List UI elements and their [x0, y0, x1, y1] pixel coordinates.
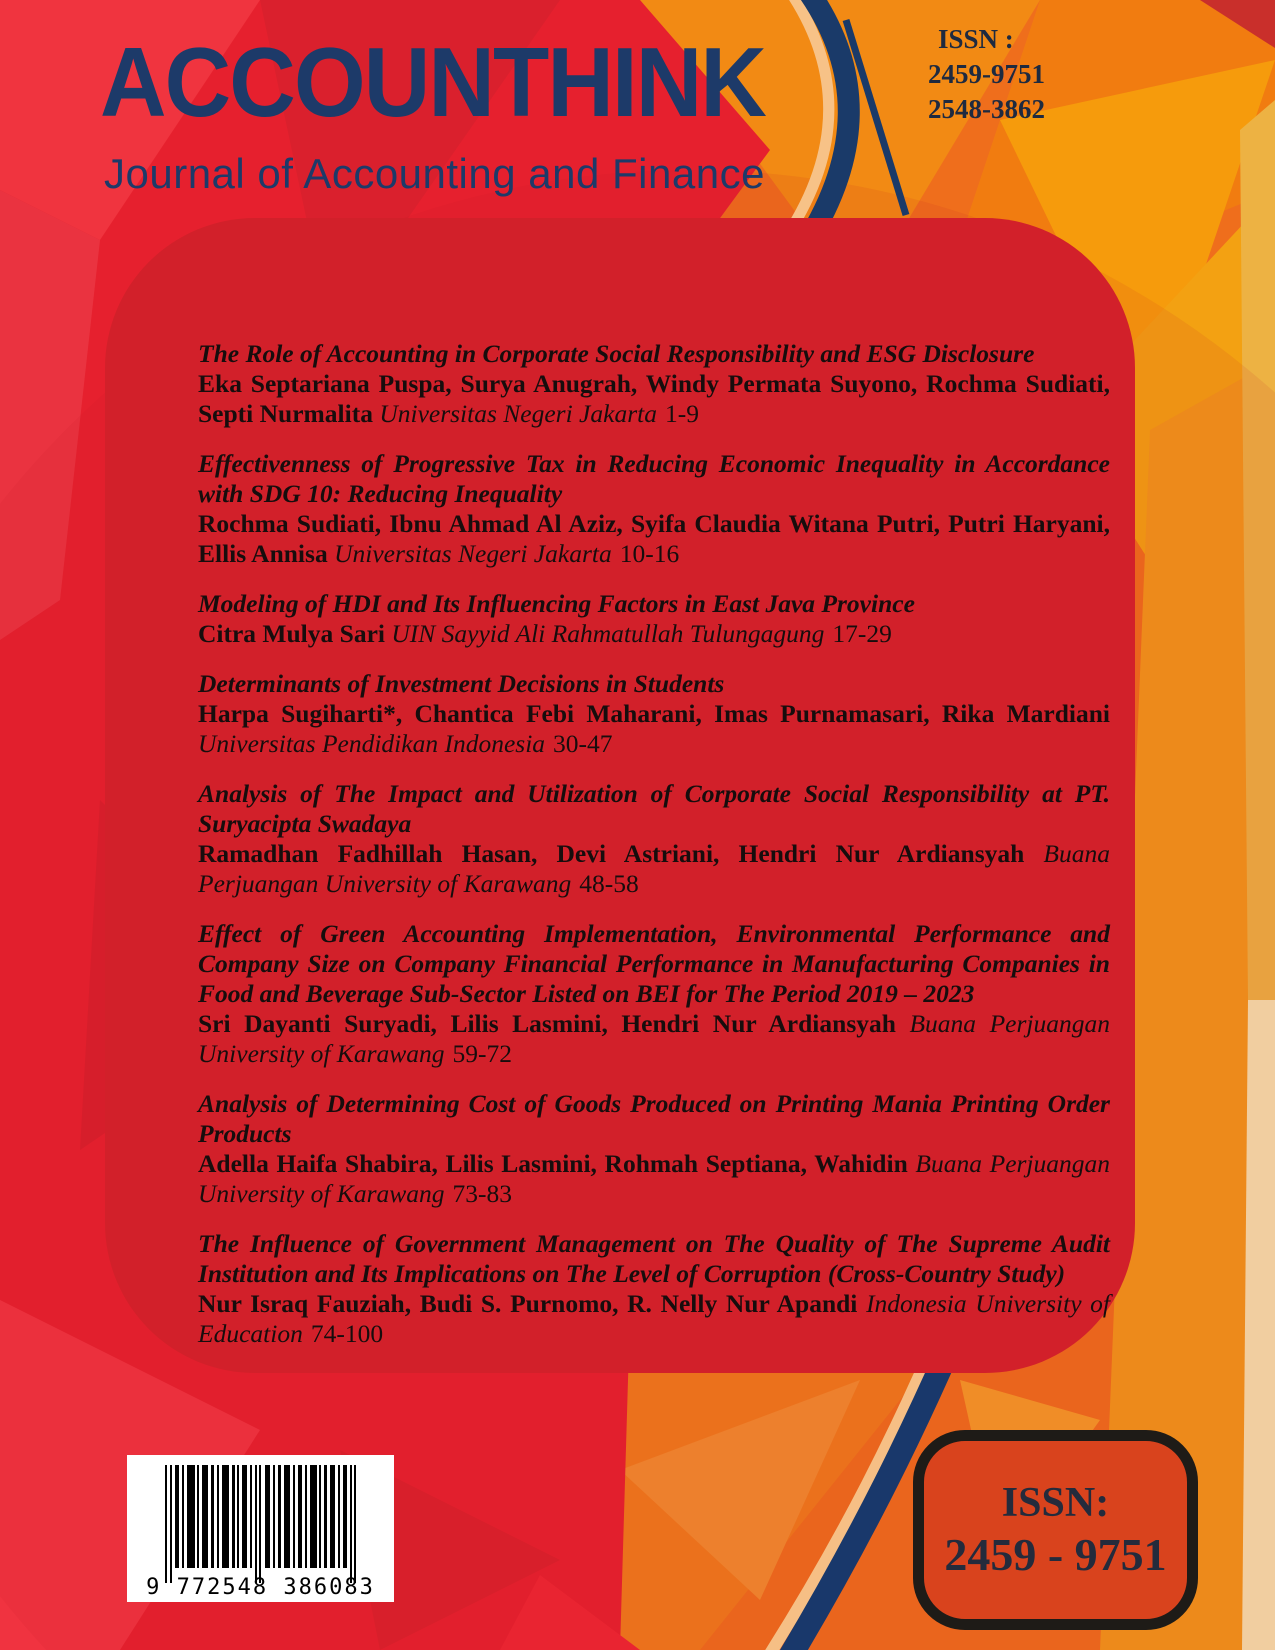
article-pages: 73-83 — [452, 1179, 512, 1208]
issn-online-number: 2548-3862 — [928, 94, 1045, 124]
article-authors: Nur Israq Fauziah, Budi S. Purnomo, R. Nelly Nur Apandi — [198, 1289, 858, 1318]
article-byline — [198, 699, 1110, 759]
article-title: Analysis of Determining Cost of Goods Produced on Printing Mania Printing Order Products — [198, 1089, 1110, 1148]
article-affiliation: Buana Perjuangan University of Karawang — [198, 1009, 1111, 1068]
article-pages: 10-16 — [619, 539, 680, 568]
article-entry — [198, 589, 1110, 649]
article-affiliation: UIN Sayyid Ali Rahmatullah Tulungagung — [391, 619, 825, 648]
article-authors: Eka Septariana Puspa, Surya Anugrah, Windy Permata Suyono, Rochma Sudiati, Septi Nurmalita — [198, 369, 1110, 428]
issn-print-number: 2459-9751 — [928, 59, 1045, 89]
article-byline — [198, 1289, 1110, 1349]
article-pages: 30-47 — [553, 729, 613, 758]
article-title: The Influence of Government Management on The Quality of The Supreme Audit Institution and Its Implications on The Level of Corruption (Cross-Country Study) — [198, 1229, 1110, 1288]
article-byline — [198, 839, 1110, 899]
article-authors: Harpa Sugiharti*, Chantica Febi Maharani, Imas Purnamasari, Rika Mardiani — [198, 699, 1110, 728]
article-pages: 59-72 — [452, 1039, 512, 1068]
journal-logo: ACCOUNTHINK — [100, 27, 766, 137]
barcode — [127, 1455, 394, 1602]
toc-panel — [105, 218, 1135, 1373]
article-affiliation: Buana Perjuangan University of Karawang — [198, 1149, 1111, 1208]
article-entry — [198, 1229, 1110, 1349]
article-byline — [198, 1149, 1110, 1209]
issn-badge-label: ISSN: — [1001, 1479, 1110, 1526]
article-pages: 17-29 — [832, 619, 892, 648]
article-affiliation: Buana Perjuangan University of Karawang — [198, 839, 1110, 898]
article-title: Analysis of The Impact and Utilization of Corporate Social Responsibility at PT. Suryacipta Swadaya — [198, 779, 1110, 838]
article-byline — [198, 369, 1110, 429]
article-title: Determinants of Investment Decisions in Students — [198, 669, 725, 698]
article-authors: Rochma Sudiati, Ibnu Ahmad Al Aziz, Syifa Claudia Witana Putri, Putri Haryani, Ellis Annisa — [198, 509, 1110, 568]
issn-header-block — [928, 22, 1045, 127]
article-authors: Citra Mulya Sari — [198, 619, 385, 648]
article-affiliation: Universitas Negeri Jakarta — [334, 539, 612, 568]
article-pages: 48-58 — [579, 869, 639, 898]
article-affiliation: Universitas Negeri Jakarta — [379, 399, 657, 428]
article-byline — [198, 619, 1110, 649]
article-byline — [198, 509, 1110, 569]
article-affiliation: Indonesia University of Education — [198, 1289, 1111, 1348]
article-authors: Sri Dayanti Suryadi, Lilis Lasmini, Hendri Nur Ardiansyah — [198, 1009, 896, 1038]
article-pages: 1-9 — [664, 399, 699, 428]
issn-badge — [913, 1430, 1198, 1630]
journal-subtitle: Journal of Accounting and Finance — [104, 150, 765, 197]
article-entry — [198, 339, 1110, 429]
table-of-contents — [198, 339, 1110, 1369]
article-authors: Ramadhan Fadhillah Hasan, Devi Astriani, Hendri Nur Ardiansyah — [198, 839, 1025, 868]
article-pages: 74-100 — [310, 1319, 384, 1348]
article-authors: Adella Haifa Shabira, Lilis Lasmini, Rohmah Septiana, Wahidin — [198, 1149, 908, 1178]
article-title: Effectivenness of Progressive Tax in Reducing Economic Inequality in Accordance with SDG 10: Reducing Inequality — [198, 449, 1110, 508]
barcode-digits: 9 772548 386083 — [146, 1575, 375, 1600]
article-title: Effect of Green Accounting Implementation, Environmental Performance and Company Size on Company Financial Performance in Manufacturing Companies in Food and Beverage Sub-Sector Listed on BEI for The Period 2019 – 2023 — [198, 919, 1110, 1008]
article-entry — [198, 779, 1110, 899]
article-title: The Role of Accounting in Corporate Social Responsibility and ESG Disclosure — [198, 339, 1035, 368]
article-entry — [198, 669, 1110, 759]
article-affiliation: Universitas Pendidikan Indonesia — [198, 729, 546, 758]
article-entry — [198, 1089, 1110, 1209]
article-title: Modeling of HDI and Its Influencing Factors in East Java Province — [198, 589, 915, 618]
article-entry — [198, 449, 1110, 569]
article-entry — [198, 919, 1110, 1069]
issn-label: ISSN : — [938, 24, 1014, 54]
article-byline — [198, 1009, 1110, 1069]
issn-badge-number: 2459 - 9751 — [944, 1528, 1167, 1580]
